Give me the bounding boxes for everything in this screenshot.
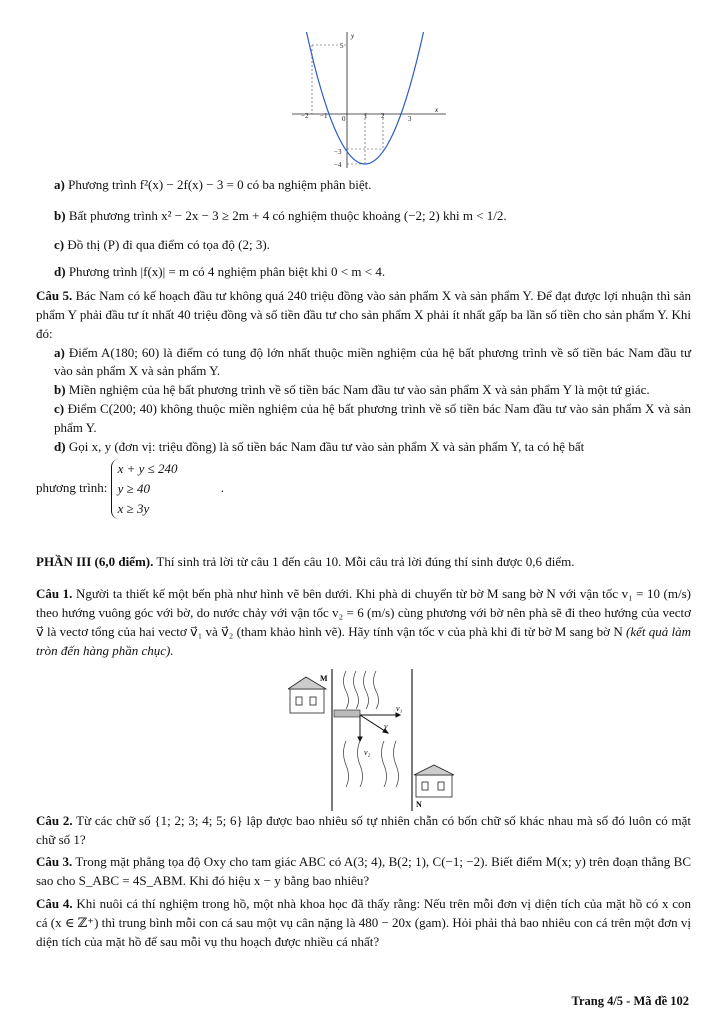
y-tick: −3 <box>334 148 342 156</box>
question-text: Khi nuôi cá thí nghiệm trong hồ, một nhà khoa học đã thấy rằng: Nếu trên mỗi đơn vị diện tích của mặt hồ có x con cá (x ∈ ℤ⁺) thì trung bình mỗi con cá sau một vụ cân nặng là 480 − 20x (gam). Hỏi phải thả bao nhiêu con cá trên một đơn vị diện tích của mặt hồ để sau mỗi vụ thu hoạch được nhiều cá nhất? <box>36 896 691 949</box>
parabola-graph <box>290 28 450 170</box>
water-current <box>374 671 379 709</box>
question-1 <box>36 585 691 660</box>
item-text: Miền nghiệm của hệ bất phương trình về số tiền bác Nam đầu tư vào sản phẩm X và sản phẩm Y là một tứ giác. <box>68 382 650 398</box>
x-tick: 1 <box>364 112 368 120</box>
x-tick: 0 <box>342 115 346 123</box>
v-label: v <box>384 722 388 731</box>
x-axis-label: x <box>435 106 439 114</box>
ferry-boat <box>334 710 360 717</box>
item-2c <box>36 236 709 255</box>
y-tick: 5 <box>340 42 344 50</box>
question-5 <box>36 287 691 519</box>
item-label: c) <box>54 401 65 417</box>
part-3-header <box>36 553 691 572</box>
x-tick: −2 <box>301 112 309 120</box>
inequality: x ≥ 3y <box>117 500 150 516</box>
system-end: . <box>220 479 225 495</box>
water-current <box>364 671 369 709</box>
house-n <box>414 765 454 797</box>
question-text: Bác Nam có kế hoạch đầu tư không quá 240 triệu đồng vào sản phẩm X và sản phẩm Y. Để đạt được lợi nhuận thì sản phẩm Y phải đầu tư ít nhất 40 triệu đồng và số tiền đầu tư cho sản phẩm X phải ít nhất gấp ba lần số tiền cho sản phẩm Y. Khi đó: <box>36 288 691 341</box>
item-2b <box>36 207 709 226</box>
y-axis-label: y <box>351 32 355 40</box>
inequality: x + y ≤ 240 <box>117 460 178 476</box>
part-title: PHẦN III (6,0 điểm). <box>36 554 154 569</box>
item-label: a) <box>54 177 65 192</box>
part-text: Thí sinh trả lời từ câu 1 đến câu 10. Mỗi câu trả lời đúng thí sinh được 0,6 điểm. <box>156 554 575 569</box>
item-label: c) <box>54 237 65 252</box>
page-footer: Trang 4/5 - Mã đề 102 <box>571 994 689 1008</box>
item-2a <box>36 176 709 195</box>
item-text: Điểm A(180; 60) là điểm có tung độ lớn nhất thuộc miền nghiệm của hệ bất phương trình về số tiền bác Nam đầu tư vào sản phẩm X và sản phẩm Y. <box>54 344 692 379</box>
question-3 <box>36 853 691 891</box>
question-4 <box>36 895 691 952</box>
v1-label: v₁ <box>396 704 403 713</box>
y-tick: −4 <box>334 161 342 169</box>
bank-m-label: M <box>320 674 328 683</box>
item-label: b) <box>54 208 66 223</box>
x-tick: −1 <box>320 112 328 120</box>
question-text: Từ các chữ số {1; 2; 3; 4; 5; 6} lập được bao nhiêu số tự nhiên chẵn có bốn chữ số khác nhau mà số đó luôn có mặt chữ số 1? <box>36 813 692 847</box>
water-current <box>344 741 349 787</box>
water-current <box>358 741 363 787</box>
inequality: y ≥ 40 <box>117 480 150 496</box>
bank-n-label: N <box>416 800 422 809</box>
question-title: Câu 1. <box>36 586 73 601</box>
item-label: d) <box>54 264 66 279</box>
item-text: Điểm C(200; 40) không thuộc miền nghiệm của hệ bất phương trình về số tiền bác Nam đầu tư vào sản phẩm X và sản phẩm Y. <box>54 401 691 435</box>
item-text: Đồ thị (P) đi qua điểm có tọa độ (2; 3). <box>67 237 270 252</box>
parabola-curve <box>307 32 424 164</box>
water-current <box>354 671 359 709</box>
x-tick: 3 <box>408 115 412 123</box>
water-current <box>394 741 399 787</box>
v2-label: v₂ <box>364 748 371 757</box>
question-note: (kết quả làm tròn đến hàng phần chục). <box>36 623 692 658</box>
question-title: Câu 5. <box>36 288 73 303</box>
arrowhead <box>396 713 400 717</box>
question-2 <box>36 812 691 850</box>
item-2d <box>36 263 709 282</box>
question-text: Người ta thiết kế một bến phà như hình vẽ bên dưới. Khi phà di chuyển từ bờ M sang bờ N với vận tốc v₁ = 10 (m/s) theo hướng vuông góc với bờ, do nước chảy với vận tốc v₂ = 6 (m/s) cùng phương với bờ nên phà sẽ đi theo hướng của vectơ v⃗ là vectơ tổng của hai vectơ v⃗₁ và v⃗₂ (tham khảo hình vẽ). Hãy tính vận tốc v của phà khi đi từ bờ M sang bờ N <box>36 586 691 639</box>
item-text: Phương trình |f(x)| = m có 4 nghiệm phân biệt khi 0 < m < 4. <box>68 264 386 279</box>
item-label: d) <box>54 438 66 454</box>
question-title: Câu 2. <box>36 813 73 828</box>
water-current <box>382 741 387 787</box>
item-label: a) <box>54 344 65 360</box>
system-lead: phương trình: <box>36 479 108 495</box>
question-text: Trong mặt phẳng tọa độ Oxy cho tam giác ABC có A(3; 4), B(2; 1), C(−1; −2). Biết điểm M(x; y) trên đoạn thẳng BC sao cho S_ABC = 4S_ABM. Khi đó hiệu x − y bằng bao nhiêu? <box>36 854 691 888</box>
item-label: b) <box>54 382 66 398</box>
ferry-figure <box>288 667 458 813</box>
item-text: Gọi x, y (đơn vị: triệu đồng) là số tiền bác Nam đầu tư vào sản phẩm X và sản phẩm Y, ta có hệ bất <box>68 438 585 454</box>
item-text: Phương trình f²(x) − 2f(x) − 3 = 0 có ba nghiệm phân biệt. <box>68 177 372 192</box>
x-tick: 2 <box>381 112 385 120</box>
question-title: Câu 4. <box>36 896 73 911</box>
inequality-system <box>111 459 178 519</box>
question-title: Câu 3. <box>36 854 73 869</box>
item-text: Bất phương trình x² − 2x − 3 ≥ 2m + 4 có nghiệm thuộc khoảng (−2; 2) khi m < 1/2. <box>68 208 507 223</box>
water-current <box>344 671 349 709</box>
arrowhead <box>358 737 362 741</box>
